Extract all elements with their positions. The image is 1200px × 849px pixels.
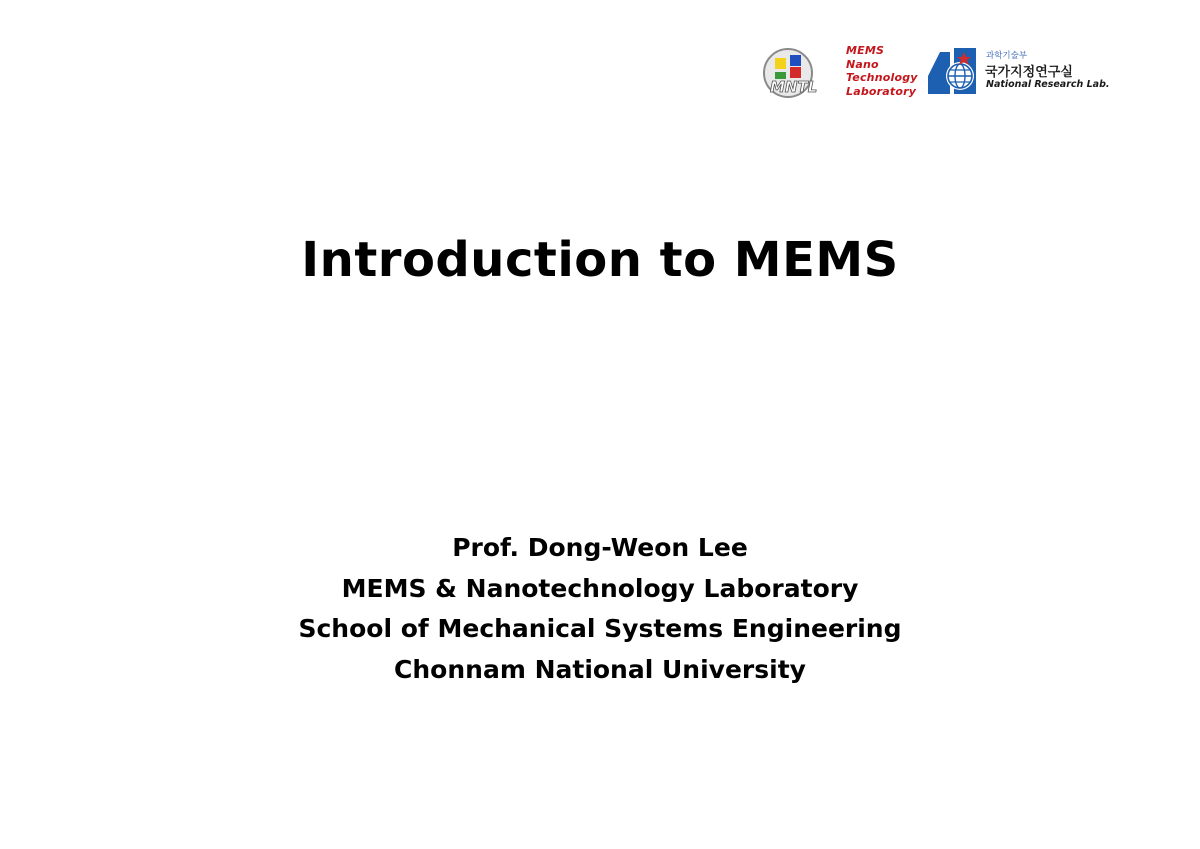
nrl-korean-name: 국가지정연구실 (985, 65, 1073, 80)
nrl-emblem-icon (926, 46, 980, 96)
author-name: Prof. Dong-Weon Lee (452, 533, 748, 562)
author-block (0, 528, 1200, 690)
mntl-line-laboratory: Laboratory (846, 84, 917, 98)
author-university: Chonnam National University (394, 654, 806, 684)
nrl-ministry-text: 과학기술부 (986, 51, 1028, 61)
mntl-line-technology: Technology (846, 71, 918, 84)
mntl-logo (762, 44, 922, 100)
svg-text:MNTL: MNTL (770, 78, 818, 96)
mntl-emblem-icon (762, 47, 842, 99)
nrl-english-name: National Research Lab. (986, 79, 1110, 90)
slide-title: Introduction to MEMS (301, 232, 899, 288)
mntl-logo-text (846, 44, 918, 98)
author-lab: MEMS & Nanotechnology Laboratory (341, 573, 859, 603)
author-school: School of Mechanical Systems Engineering (298, 614, 902, 643)
nrl-logo (926, 46, 1116, 98)
mntl-line-mems: MEMS (846, 44, 885, 57)
mntl-line-nano: Nano (846, 57, 879, 71)
